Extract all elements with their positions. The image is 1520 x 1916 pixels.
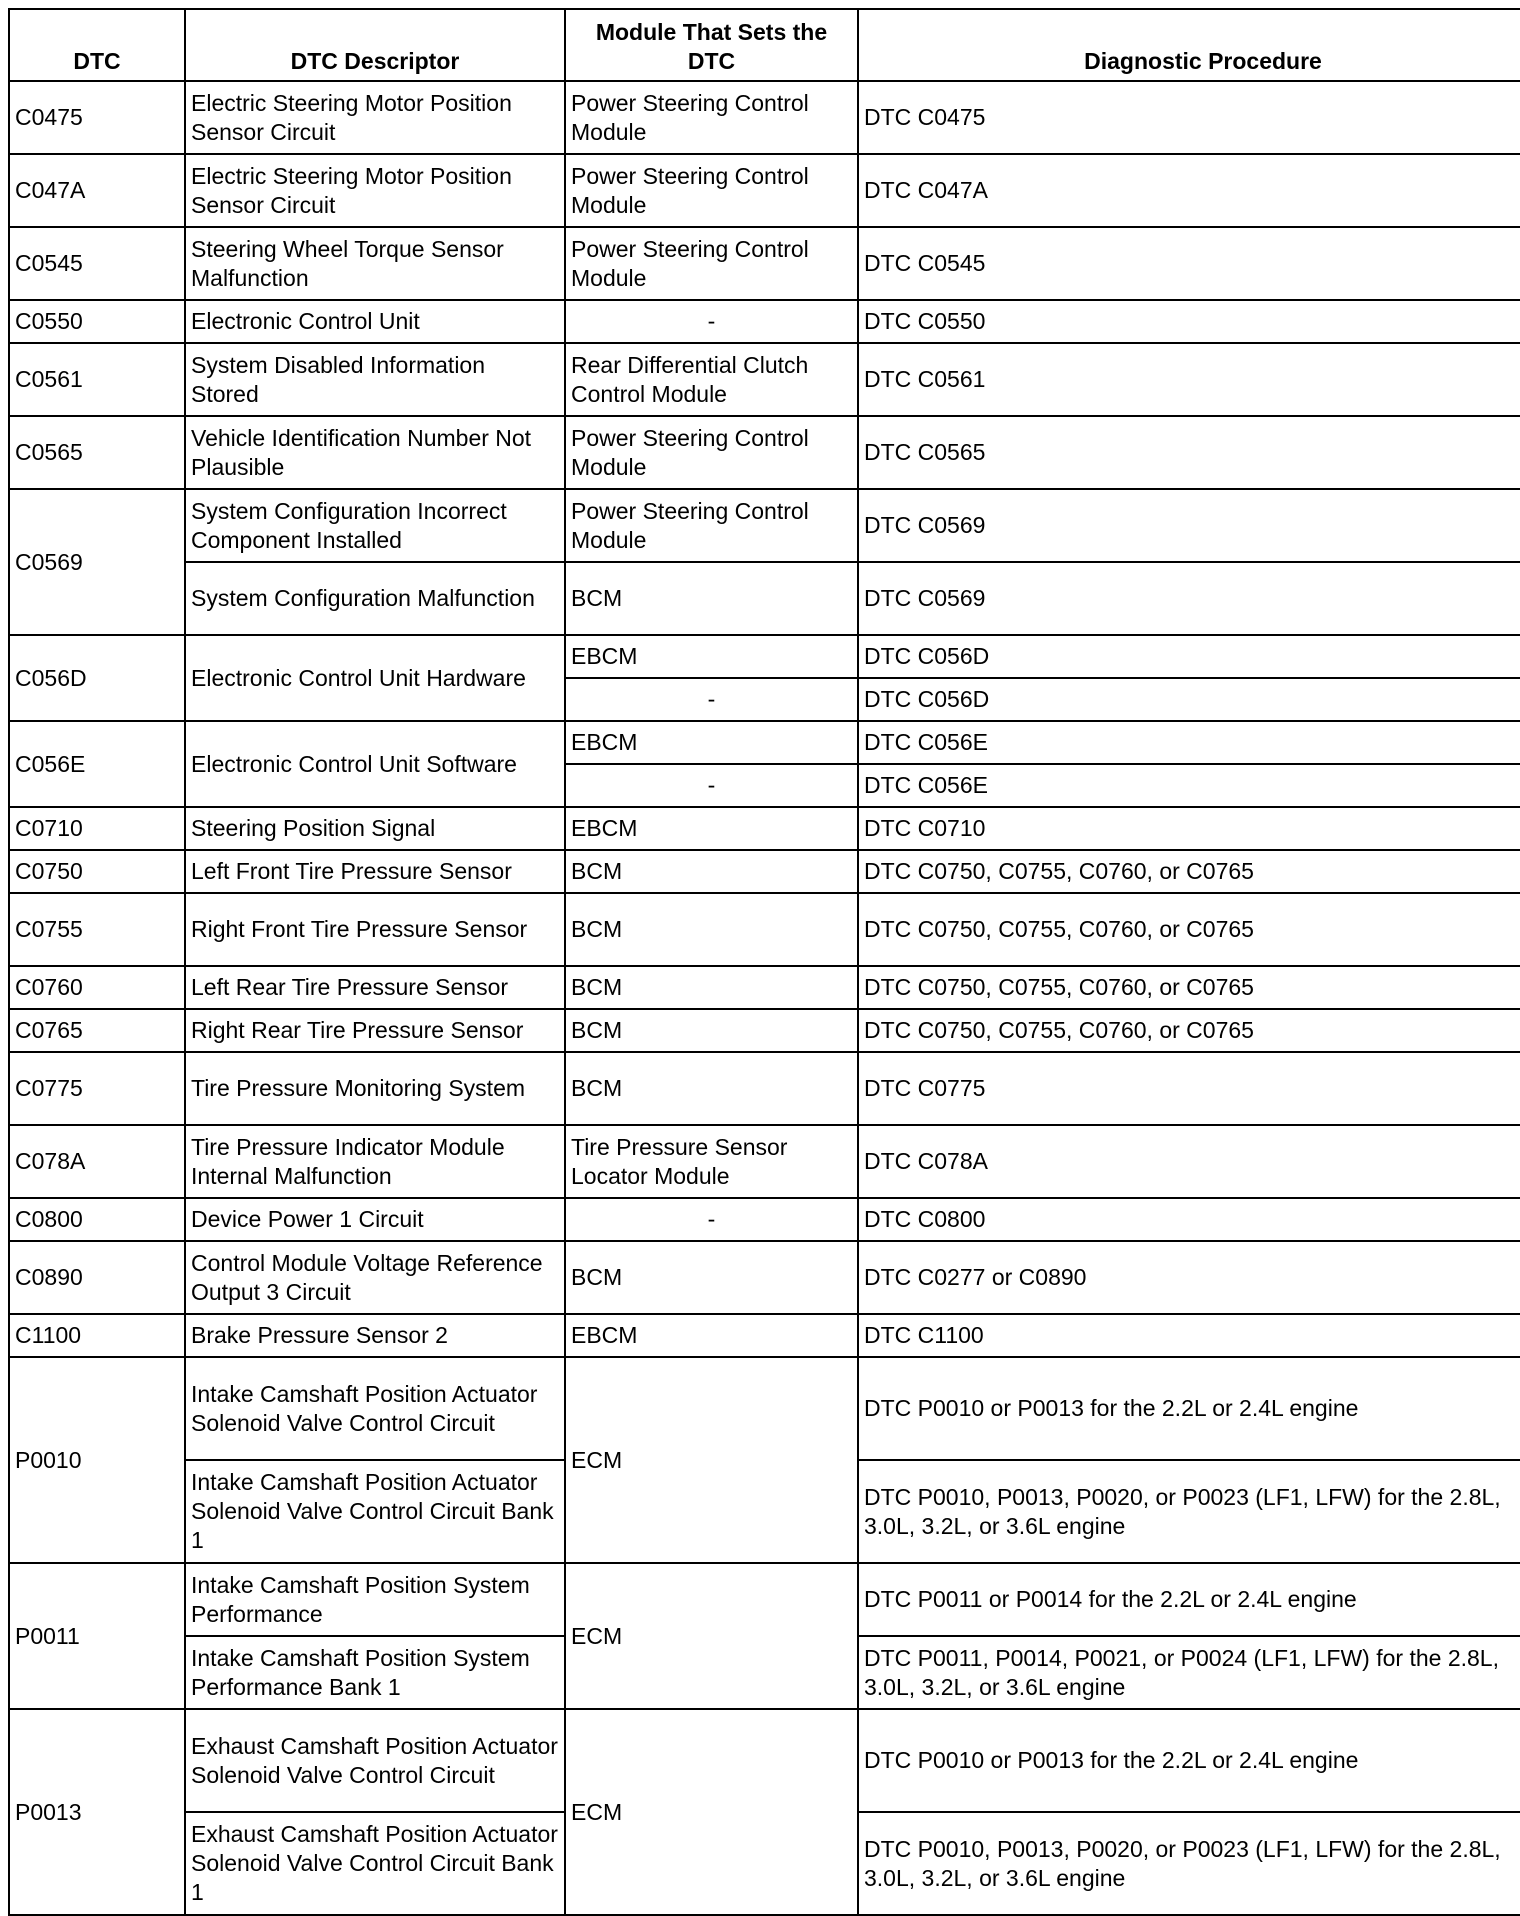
diagnostic-procedure: DTC P0011 or P0014 for the 2.2L or 2.4L engine	[858, 1563, 1520, 1636]
setting-module: BCM	[565, 850, 858, 893]
dtc-code: C078A	[9, 1125, 185, 1198]
setting-module: ECM	[565, 1357, 858, 1563]
dtc-descriptor: Steering Position Signal	[185, 807, 565, 850]
dtc-descriptor: Device Power 1 Circuit	[185, 1198, 565, 1241]
table-row	[9, 850, 1520, 893]
diagnostic-procedure: DTC C056D	[858, 678, 1520, 721]
table-row	[9, 1709, 1520, 1812]
dtc-table	[8, 8, 1520, 1916]
diagnostic-procedure: DTC C0277 or C0890	[858, 1241, 1520, 1314]
diagnostic-procedure: DTC C0550	[858, 300, 1520, 343]
table-row	[9, 721, 1520, 764]
diagnostic-procedure: DTC C0750, C0755, C0760, or C0765	[858, 1009, 1520, 1052]
dtc-descriptor: Steering Wheel Torque Sensor Malfunction	[185, 227, 565, 300]
diagnostic-procedure: DTC C0569	[858, 562, 1520, 635]
setting-module: -	[565, 1198, 858, 1241]
setting-module: -	[565, 678, 858, 721]
dtc-code: P0013	[9, 1709, 185, 1915]
dtc-descriptor: System Configuration Malfunction	[185, 562, 565, 635]
table-row	[9, 81, 1520, 154]
setting-module: EBCM	[565, 635, 858, 678]
dtc-code: P0011	[9, 1563, 185, 1709]
diagnostic-procedure: DTC P0010, P0013, P0020, or P0023 (LF1, LFW) for the 2.8L, 3.0L, 3.2L, or 3.6L engine	[858, 1460, 1520, 1563]
dtc-descriptor: Intake Camshaft Position System Performance Bank 1	[185, 1636, 565, 1709]
dtc-code: C0760	[9, 966, 185, 1009]
setting-module: EBCM	[565, 807, 858, 850]
table-row	[9, 1009, 1520, 1052]
dtc-code: C0775	[9, 1052, 185, 1125]
dtc-descriptor: Tire Pressure Monitoring System	[185, 1052, 565, 1125]
dtc-descriptor: Left Rear Tire Pressure Sensor	[185, 966, 565, 1009]
setting-module: BCM	[565, 966, 858, 1009]
table-row	[9, 893, 1520, 966]
table-row	[9, 1052, 1520, 1125]
table-row	[9, 154, 1520, 227]
setting-module: -	[565, 300, 858, 343]
dtc-descriptor: Electronic Control Unit	[185, 300, 565, 343]
dtc-code: C0475	[9, 81, 185, 154]
dtc-code: C056D	[9, 635, 185, 721]
dtc-descriptor: System Configuration Incorrect Component Installed	[185, 489, 565, 562]
dtc-descriptor: Electric Steering Motor Position Sensor Circuit	[185, 154, 565, 227]
dtc-code: C0800	[9, 1198, 185, 1241]
dtc-code: C0565	[9, 416, 185, 489]
dtc-code: C047A	[9, 154, 185, 227]
dtc-descriptor: Exhaust Camshaft Position Actuator Solenoid Valve Control Circuit	[185, 1709, 565, 1812]
dtc-descriptor: Left Front Tire Pressure Sensor	[185, 850, 565, 893]
dtc-code: C0550	[9, 300, 185, 343]
diagnostic-procedure: DTC C056D	[858, 635, 1520, 678]
table-row	[9, 343, 1520, 416]
dtc-descriptor: Brake Pressure Sensor 2	[185, 1314, 565, 1357]
dtc-code: C0569	[9, 489, 185, 635]
dtc-descriptor: Control Module Voltage Reference Output 3 Circuit	[185, 1241, 565, 1314]
setting-module: Rear Differential Clutch Control Module	[565, 343, 858, 416]
setting-module: Power Steering Control Module	[565, 489, 858, 562]
table-row	[9, 1563, 1520, 1636]
dtc-code: C0890	[9, 1241, 185, 1314]
table-row	[9, 1314, 1520, 1357]
diagnostic-procedure: DTC C1100	[858, 1314, 1520, 1357]
diagnostic-procedure: DTC C0565	[858, 416, 1520, 489]
dtc-descriptor: Vehicle Identification Number Not Plausible	[185, 416, 565, 489]
diagnostic-procedure: DTC C0561	[858, 343, 1520, 416]
setting-module: Power Steering Control Module	[565, 81, 858, 154]
diagnostic-procedure: DTC C0775	[858, 1052, 1520, 1125]
table-row	[9, 1357, 1520, 1460]
dtc-code: C0750	[9, 850, 185, 893]
diagnostic-procedure: DTC C0710	[858, 807, 1520, 850]
table-row	[9, 1125, 1520, 1198]
diagnostic-procedure: DTC C0475	[858, 81, 1520, 154]
diagnostic-procedure: DTC P0010 or P0013 for the 2.2L or 2.4L engine	[858, 1709, 1520, 1812]
dtc-descriptor: Intake Camshaft Position Actuator Solenoid Valve Control Circuit Bank 1	[185, 1460, 565, 1563]
dtc-descriptor: System Disabled Information Stored	[185, 343, 565, 416]
dtc-descriptor: Right Front Tire Pressure Sensor	[185, 893, 565, 966]
header-descriptor: DTC Descriptor	[185, 9, 565, 81]
setting-module: BCM	[565, 893, 858, 966]
table-row	[9, 807, 1520, 850]
setting-module: Power Steering Control Module	[565, 154, 858, 227]
diagnostic-procedure: DTC C0750, C0755, C0760, or C0765	[858, 850, 1520, 893]
setting-module: ECM	[565, 1709, 858, 1915]
setting-module: Power Steering Control Module	[565, 227, 858, 300]
dtc-code: C0710	[9, 807, 185, 850]
diagnostic-procedure: DTC P0010 or P0013 for the 2.2L or 2.4L engine	[858, 1357, 1520, 1460]
setting-module: BCM	[565, 1052, 858, 1125]
diagnostic-procedure: DTC C047A	[858, 154, 1520, 227]
diagnostic-procedure: DTC C0750, C0755, C0760, or C0765	[858, 966, 1520, 1009]
diagnostic-procedure: DTC C0800	[858, 1198, 1520, 1241]
header-module: Module That Sets the DTC	[565, 9, 858, 81]
dtc-code: C0545	[9, 227, 185, 300]
diagnostic-procedure: DTC P0011, P0014, P0021, or P0024 (LF1, LFW) for the 2.8L, 3.0L, 3.2L, or 3.6L engine	[858, 1636, 1520, 1709]
setting-module: EBCM	[565, 1314, 858, 1357]
table-header-row	[9, 9, 1520, 81]
diagnostic-procedure: DTC C056E	[858, 764, 1520, 807]
table-row	[9, 227, 1520, 300]
diagnostic-procedure: DTC C0569	[858, 489, 1520, 562]
dtc-code: C0755	[9, 893, 185, 966]
dtc-descriptor: Intake Camshaft Position Actuator Solenoid Valve Control Circuit	[185, 1357, 565, 1460]
dtc-descriptor: Electronic Control Unit Hardware	[185, 635, 565, 721]
dtc-descriptor: Electronic Control Unit Software	[185, 721, 565, 807]
header-dtc: DTC	[9, 9, 185, 81]
dtc-descriptor: Right Rear Tire Pressure Sensor	[185, 1009, 565, 1052]
diagnostic-procedure: DTC C0750, C0755, C0760, or C0765	[858, 893, 1520, 966]
dtc-code: P0010	[9, 1357, 185, 1563]
table-row	[9, 635, 1520, 678]
dtc-code: C1100	[9, 1314, 185, 1357]
diagnostic-procedure: DTC C056E	[858, 721, 1520, 764]
dtc-code: C056E	[9, 721, 185, 807]
setting-module: BCM	[565, 1241, 858, 1314]
dtc-descriptor: Exhaust Camshaft Position Actuator Solenoid Valve Control Circuit Bank 1	[185, 1812, 565, 1915]
table-row	[9, 1198, 1520, 1241]
setting-module: ECM	[565, 1563, 858, 1709]
diagnostic-procedure: DTC C0545	[858, 227, 1520, 300]
table-row	[9, 300, 1520, 343]
setting-module: BCM	[565, 1009, 858, 1052]
dtc-code: C0561	[9, 343, 185, 416]
setting-module: Power Steering Control Module	[565, 416, 858, 489]
dtc-code: C0765	[9, 1009, 185, 1052]
dtc-descriptor: Tire Pressure Indicator Module Internal Malfunction	[185, 1125, 565, 1198]
setting-module: BCM	[565, 562, 858, 635]
setting-module: -	[565, 764, 858, 807]
table-row	[9, 966, 1520, 1009]
table-row	[9, 1241, 1520, 1314]
diagnostic-procedure: DTC P0010, P0013, P0020, or P0023 (LF1, LFW) for the 2.8L, 3.0L, 3.2L, or 3.6L engine	[858, 1812, 1520, 1915]
diagnostic-procedure: DTC C078A	[858, 1125, 1520, 1198]
dtc-descriptor: Electric Steering Motor Position Sensor Circuit	[185, 81, 565, 154]
dtc-descriptor: Intake Camshaft Position System Performance	[185, 1563, 565, 1636]
setting-module: Tire Pressure Sensor Locator Module	[565, 1125, 858, 1198]
header-procedure: Diagnostic Procedure	[858, 9, 1520, 81]
table-row	[9, 489, 1520, 562]
table-row	[9, 416, 1520, 489]
setting-module: EBCM	[565, 721, 858, 764]
table-row	[9, 562, 1520, 635]
